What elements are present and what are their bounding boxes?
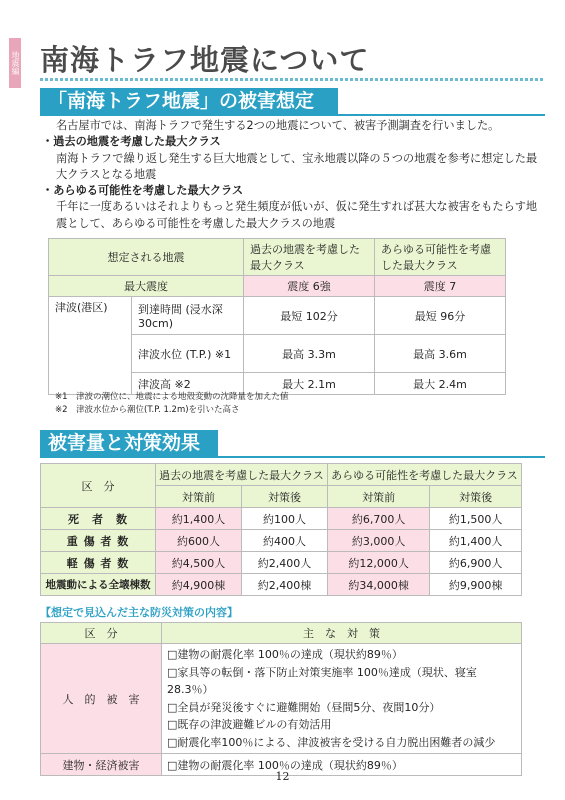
table-header-cell: 想定される地震 bbox=[49, 239, 244, 276]
table-cell: 約400人 bbox=[241, 530, 327, 552]
table-header-cell: 対策後 bbox=[241, 486, 327, 508]
list-item: □既存の津波避難ビルの有効活用 bbox=[167, 718, 332, 731]
note-2: ※2 津波水位から潮位(T.P. 1.2m)を引いた高さ bbox=[55, 404, 240, 415]
table-row bbox=[41, 508, 522, 530]
section-divider bbox=[40, 456, 545, 458]
section-divider bbox=[40, 114, 545, 116]
intro-paragraph: 名古屋市では、南海トラフで発生する2つの地震について、被害予測調査を行いました。 bbox=[56, 119, 500, 132]
table-cell: 約3,000人 bbox=[327, 530, 429, 552]
table-cell: 約2,400人 bbox=[241, 552, 327, 574]
bullet-title-past: ・過去の地震を考慮した最大クラス bbox=[42, 135, 221, 149]
bullet-text-all: 千年に一度あるいはそれよりもっと発生頻度が低いが、仮に発生すれば甚大な被害をもたらす地震として、あらゆる可能性を考慮した最大クラスの地震 bbox=[56, 200, 538, 230]
measures-list bbox=[162, 644, 522, 754]
table-header-cell: あらゆる可能性を考慮した最大クラス bbox=[327, 464, 521, 486]
bullet-title-all: ・あらゆる可能性を考慮した最大クラス bbox=[42, 184, 244, 198]
side-tab-label: 地震編 bbox=[9, 38, 21, 88]
table-cell: 約6,700人 bbox=[327, 508, 429, 530]
table-cell: 約600人 bbox=[156, 530, 242, 552]
table-cell: 約2,400棟 bbox=[241, 574, 327, 596]
list-item: □建物の耐震化率 100％の達成（現状約89％） bbox=[162, 754, 522, 776]
section-heading-damage-estimate: 「南海トラフ地震」の被害想定 bbox=[40, 88, 338, 114]
note-1: ※1 津波の潮位に、地震による地殻変動の沈降量を加えた値 bbox=[55, 392, 289, 402]
table-header-cell: 対策前 bbox=[327, 486, 429, 508]
table-header-cell: 対策前 bbox=[156, 486, 242, 508]
table-cell: 最短 96分 bbox=[375, 297, 506, 335]
table-cell: 震度 6強 bbox=[244, 276, 375, 297]
row-label: 津波(港区) bbox=[49, 297, 132, 395]
list-item: □家具等の転倒・落下防止対策実施率 100％達成（現状、寝室28.3％） bbox=[167, 665, 477, 696]
measures-table bbox=[40, 622, 522, 776]
row-label: 津波高 ※2 bbox=[132, 373, 244, 395]
table-cell: 最大 2.4m bbox=[375, 373, 506, 395]
table-notes bbox=[55, 391, 289, 416]
table-header-cell: 過去の地震を考慮した最大クラス bbox=[244, 239, 375, 276]
bullet-text-past: 南海トラフで繰り返し発生する巨大地震として、宝永地震以降の５つの地震を参考に想定した最大クラスとなる地震 bbox=[56, 151, 538, 181]
table-cell: 最高 3.6m bbox=[375, 335, 506, 373]
table-cell: 最大 2.1m bbox=[244, 373, 375, 395]
table-cell: 約100人 bbox=[241, 508, 327, 530]
list-item: □建物の耐震化率 100％の達成（現状約89％） bbox=[167, 648, 403, 661]
row-label: 人 的 被 害 bbox=[41, 644, 162, 754]
table-header-cell: 区 分 bbox=[41, 623, 162, 644]
table-row bbox=[41, 552, 522, 574]
table-cell: 最高 3.3m bbox=[244, 335, 375, 373]
damage-effect-table bbox=[40, 463, 522, 596]
table-cell: 最短 102分 bbox=[244, 297, 375, 335]
table-row bbox=[41, 574, 522, 596]
table-cell: 約1,400人 bbox=[430, 530, 522, 552]
table-cell: 約1,500人 bbox=[430, 508, 522, 530]
table-header-cell: 区 分 bbox=[41, 464, 156, 508]
row-label: 軽 傷 者 数 bbox=[41, 552, 156, 574]
earthquake-assumption-table bbox=[48, 238, 506, 395]
table-cell: 約4,500人 bbox=[156, 552, 242, 574]
section-heading-damage-effect: 被害量と対策効果 bbox=[40, 430, 218, 456]
row-label: 死 者 数 bbox=[41, 508, 156, 530]
table-header-cell: 対策後 bbox=[430, 486, 522, 508]
table-row bbox=[41, 530, 522, 552]
page-number: 12 bbox=[275, 770, 290, 783]
table-cell: 約6,900人 bbox=[430, 552, 522, 574]
table-header-cell: 過去の地震を考慮した最大クラス bbox=[156, 464, 328, 486]
table-header-cell: あらゆる可能性を考慮した最大クラス bbox=[375, 239, 506, 276]
measures-heading: 【想定で見込んだ主な防災対策の内容】 bbox=[40, 606, 238, 619]
row-label: 到達時間 (浸水深30cm) bbox=[132, 297, 244, 335]
row-label: 地震動による全壊棟数 bbox=[41, 574, 156, 596]
table-cell: 震度 7 bbox=[375, 276, 506, 297]
row-label: 津波水位 (T.P.) ※1 bbox=[132, 335, 244, 373]
intro-text-block bbox=[42, 118, 542, 232]
table-cell: 約1,400人 bbox=[156, 508, 242, 530]
list-item: □全員が発災後すぐに避難開始（昼間5分、夜間10分） bbox=[167, 700, 441, 714]
table-cell: 約12,000人 bbox=[327, 552, 429, 574]
table-cell: 約34,000棟 bbox=[327, 574, 429, 596]
table-header-cell: 主 な 対 策 bbox=[162, 623, 522, 644]
row-label: 重 傷 者 数 bbox=[41, 530, 156, 552]
row-label: 最大震度 bbox=[49, 276, 244, 297]
row-label: 建物・経済被害 bbox=[41, 754, 162, 776]
page-title: 南海トラフ地震について bbox=[40, 43, 370, 77]
list-item: □耐震化率100％による、津波被害を受ける自力脱出困難者の減少 bbox=[167, 735, 496, 749]
table-cell: 約9,900棟 bbox=[430, 574, 522, 596]
title-divider bbox=[40, 78, 545, 81]
table-cell: 約4,900棟 bbox=[156, 574, 242, 596]
